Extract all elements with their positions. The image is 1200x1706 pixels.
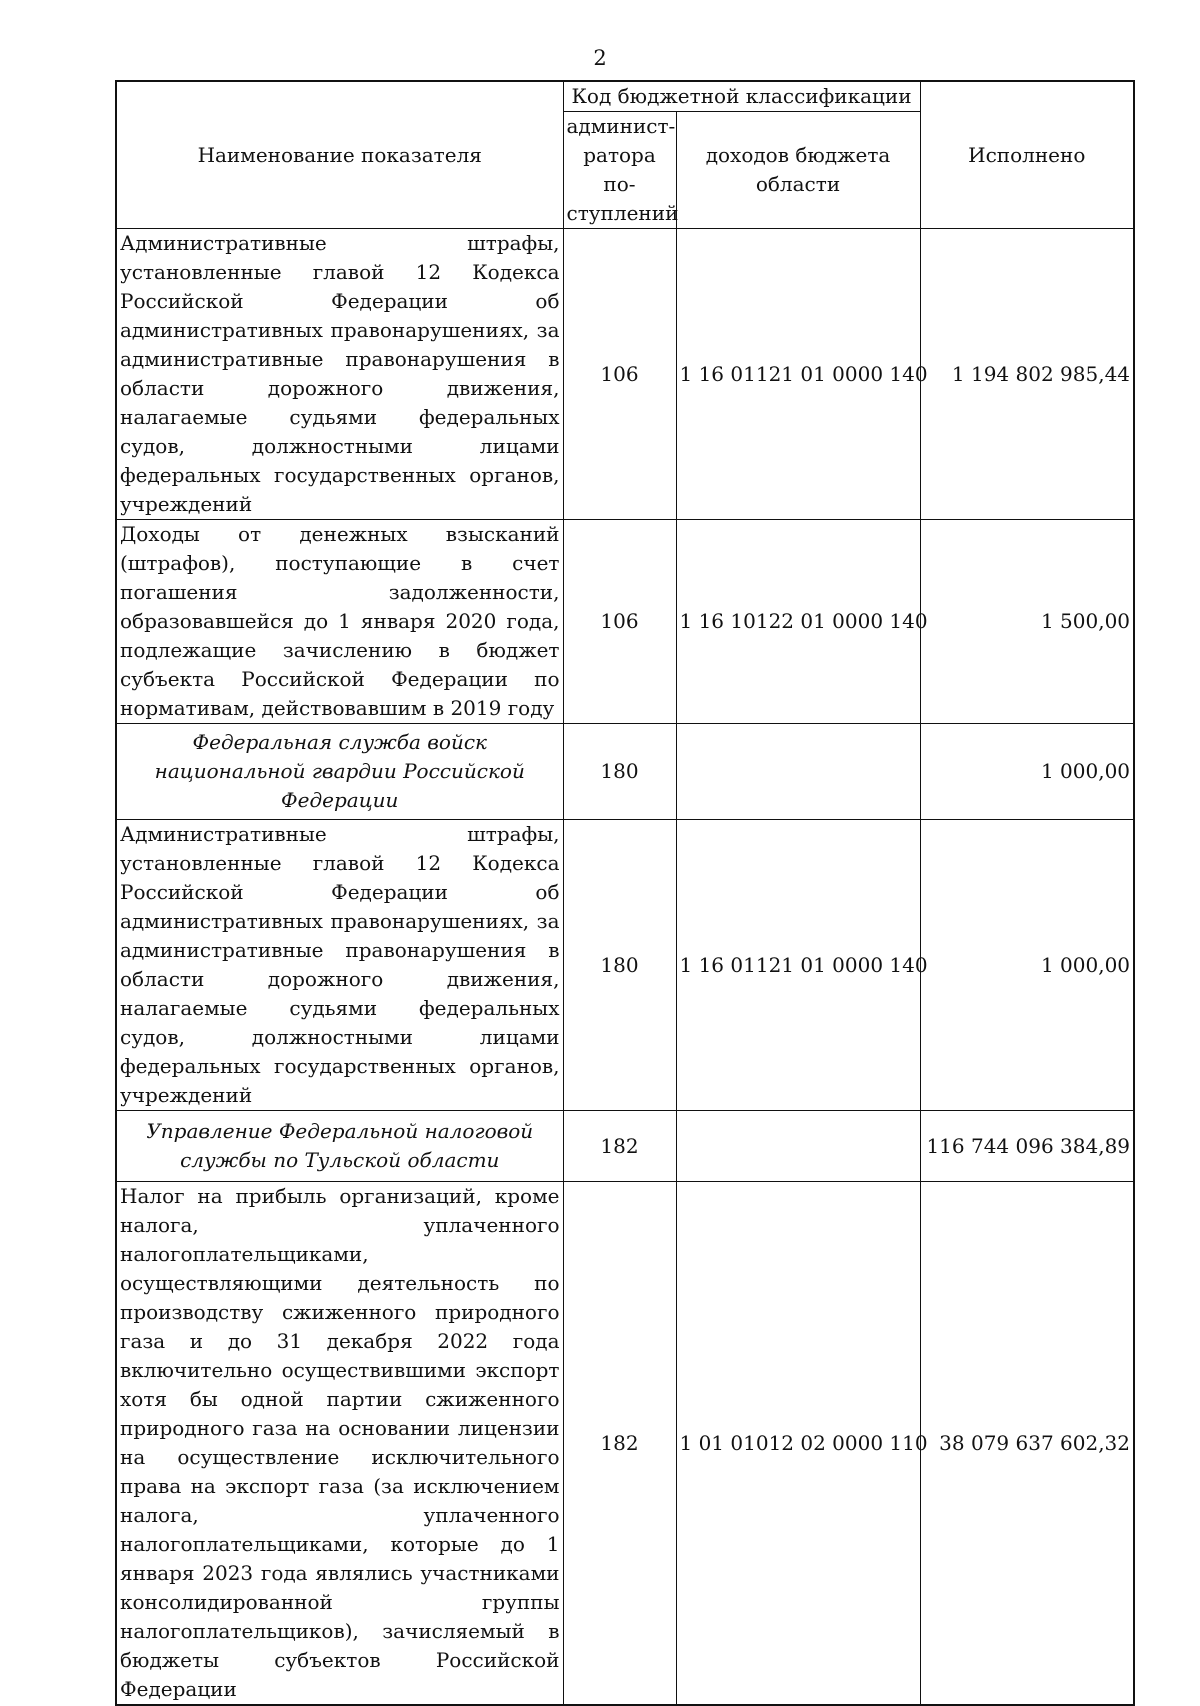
row-income-code xyxy=(676,724,920,820)
row-income-code: 1 01 01012 02 0000 110 xyxy=(676,1182,920,1706)
row-name: Административные штрафы, установленные главой 12 Кодекса Российской Федерации об административных правонарушениях, за административные правонарушения в области дорожного движения, налагаемые судьями федеральных судов, должностными лицами федеральных государственных органов, учреждений xyxy=(116,820,563,1111)
row-executed-value: 1 500,00 xyxy=(920,520,1134,724)
header-name: Наименование показателя xyxy=(116,81,563,229)
row-name: Управление Федеральной налоговой службы по Тульской области xyxy=(116,1111,563,1182)
row-admin-code: 106 xyxy=(563,229,676,520)
row-name: Федеральная служба войск национальной гвардии Российской Федерации xyxy=(116,724,563,820)
header-row xyxy=(116,81,1134,112)
table-row xyxy=(116,229,1134,520)
header-admin: админист-ратора по-ступлений xyxy=(563,112,676,229)
row-income-code: 1 16 01121 01 0000 140 xyxy=(676,820,920,1111)
table-row xyxy=(116,520,1134,724)
table-row xyxy=(116,1182,1134,1706)
row-admin-code: 182 xyxy=(563,1111,676,1182)
row-executed-value: 1 000,00 xyxy=(920,820,1134,1111)
row-executed-value: 38 079 637 602,32 xyxy=(920,1182,1134,1706)
row-name: Административные штрафы, установленные главой 12 Кодекса Российской Федерации об административных правонарушениях, за административные правонарушения в области дорожного движения, налагаемые судьями федеральных судов, должностными лицами федеральных государственных органов, учреждений xyxy=(116,229,563,520)
row-name: Налог на прибыль организаций, кроме налога, уплаченного налогоплательщиками, осуществляющими деятельность по производству сжиженного природного газа и до 31 декабря 2022 года включительно осуществившими экспорт хотя бы одной партии сжиженного природного газа на основании лицензии на осуществление исключительного права на экспорт газа (за исключением налога, уплаченного налогоплательщиками, которые до 1 января 2023 года являлись участниками консолидированной группы налогоплательщиков), зачисляемый в бюджеты субъектов Российской Федерации xyxy=(116,1182,563,1706)
row-income-code: 1 16 01121 01 0000 140 xyxy=(676,229,920,520)
row-admin-code: 182 xyxy=(563,1182,676,1706)
page-number: 2 xyxy=(593,46,607,70)
row-name: Доходы от денежных взысканий (штрафов), поступающие в счет погашения задолженности, образовавшейся до 1 января 2020 года, подлежащие зачислению в бюджет субъекта Российской Федерации по нормативам, действовавшим в 2019 году xyxy=(116,520,563,724)
budget-table xyxy=(115,80,1135,1706)
header-executed: Исполнено xyxy=(920,81,1134,229)
row-admin-code: 180 xyxy=(563,724,676,820)
row-executed-value: 116 744 096 384,89 xyxy=(920,1111,1134,1182)
row-income-code xyxy=(676,1111,920,1182)
header-income: доходов бюджета области xyxy=(676,112,920,229)
row-admin-code: 106 xyxy=(563,520,676,724)
table-row xyxy=(116,724,1134,820)
row-executed-value: 1 000,00 xyxy=(920,724,1134,820)
row-admin-code: 180 xyxy=(563,820,676,1111)
row-income-code: 1 16 10122 01 0000 140 xyxy=(676,520,920,724)
header-code-group: Код бюджетной классификации xyxy=(563,81,920,112)
table-row xyxy=(116,1111,1134,1182)
table-row xyxy=(116,820,1134,1111)
row-executed-value: 1 194 802 985,44 xyxy=(920,229,1134,520)
